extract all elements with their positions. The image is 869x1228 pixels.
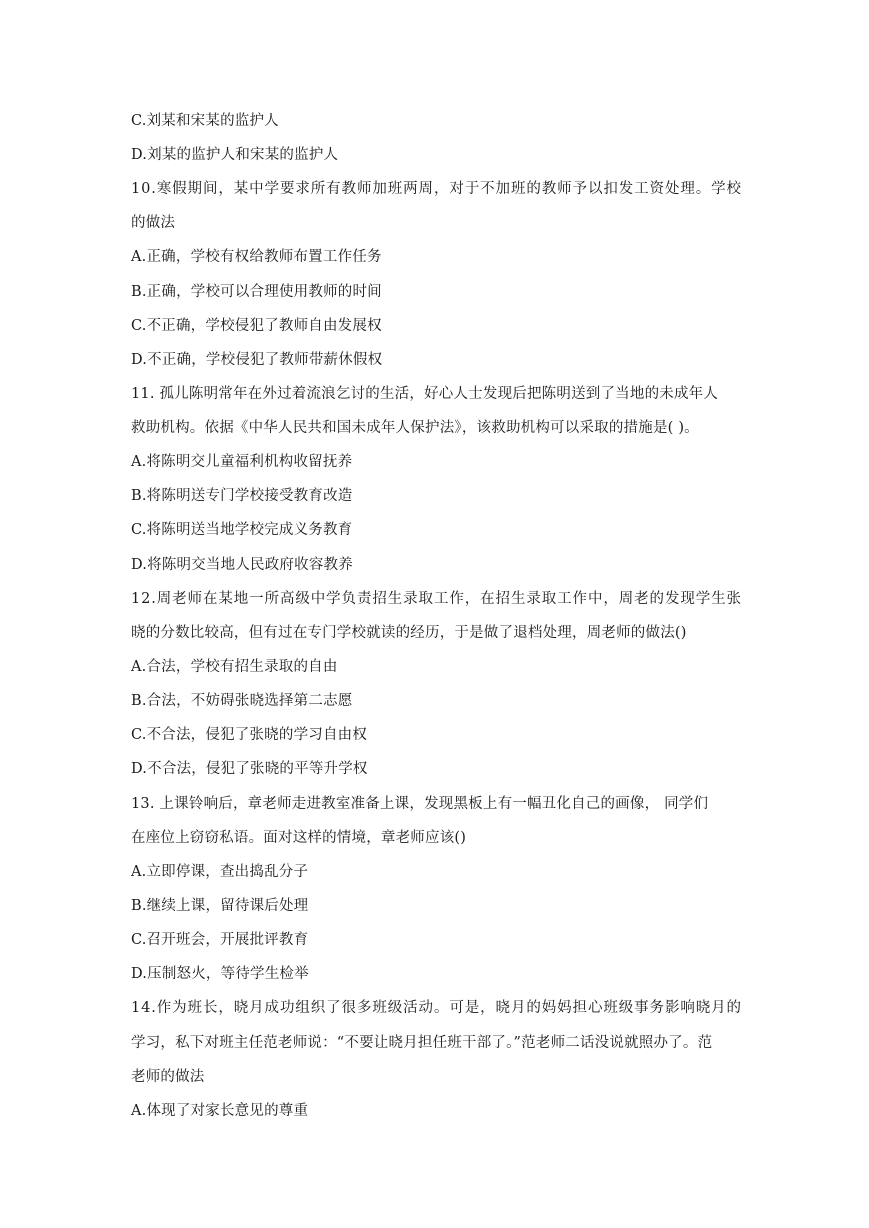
- option-d-q12: D.不合法，侵犯了张晓的平等升学权: [131, 761, 368, 777]
- option-c-q9: C.刘某和宋某的监护人: [131, 113, 279, 129]
- option-c-q11: C.将陈明送当地学校完成义务教育: [131, 522, 353, 538]
- question-11-line-1: 11. 孤儿陈明常年在外过着流浪乞讨的生活，好心人士发现后把陈明送到了当地的未成年人: [131, 386, 719, 402]
- option-d-q11: D.将陈明交当地人民政府收容教养: [131, 557, 353, 573]
- question-13-line-1: 13. 上课铃响后，章老师走进教室准备上课，发现黑板上有一幅丑化自己的画像， 同学们: [131, 796, 709, 812]
- option-d-q10: D.不正确，学校侵犯了教师带薪休假权: [131, 352, 383, 368]
- option-c-q13: C.召开班会，开展批评教育: [131, 932, 309, 948]
- option-d-q9: D.刘某的监护人和宋某的监护人: [131, 147, 339, 163]
- question-11-line-2: 救助机构。依据《中华人民共和国未成年人保护法》，该救助机构可以采取的措施是( )。: [131, 420, 699, 436]
- question-10-line-2: 的做法: [131, 215, 176, 231]
- option-a-q13: A.立即停课，查出捣乱分子: [131, 864, 309, 880]
- option-a-q11: A.将陈明交儿童福利机构收留抚养: [131, 454, 353, 470]
- option-b-q12: B.合法，不妨碍张晓选择第二志愿: [131, 693, 353, 709]
- question-12-line-1: 12.周老师在某地一所高级中学负责招生录取工作，在招生录取工作中，周老的发现学生张: [131, 591, 742, 607]
- option-c-q10: C.不正确，学校侵犯了教师自由发展权: [131, 318, 382, 334]
- option-a-q14: A.体现了对家长意见的尊重: [131, 1103, 309, 1119]
- question-12-line-2: 晓的分数比较高，但有过在专门学校就读的经历，于是做了退档处理，周老师的做法(): [131, 625, 687, 641]
- question-14-line-3: 老师的做法: [131, 1069, 205, 1085]
- question-13-line-2: 在座位上窃窃私语。面对这样的情境，章老师应该(): [131, 830, 467, 846]
- question-14-line-2: 学习，私下对班主任范老师说：“不要让晓月担任班干部了。”范老师二话没说就照办了。范: [131, 1035, 713, 1051]
- option-b-q10: B.正确，学校可以合理使用教师的时间: [131, 284, 382, 300]
- option-d-q13: D.压制怒火，等待学生检举: [131, 966, 309, 982]
- option-a-q12: A.合法，学校有招生录取的自由: [131, 659, 338, 675]
- option-c-q12: C.不合法，侵犯了张晓的学习自由权: [131, 727, 368, 743]
- option-a-q10: A.正确，学校有权给教师布置工作任务: [131, 249, 382, 265]
- option-b-q11: B.将陈明送专门学校接受教育改造: [131, 488, 353, 504]
- option-b-q13: B.继续上课，留待课后处理: [131, 898, 309, 914]
- question-10-line-1: 10.寒假期间，某中学要求所有教师加班两周，对于不加班的教师予以扣发工资处理。学校: [131, 181, 742, 197]
- question-14-line-1: 14.作为班长，晓月成功组织了很多班级活动。可是，晓月的妈妈担心班级事务影响晓月的: [131, 1000, 742, 1016]
